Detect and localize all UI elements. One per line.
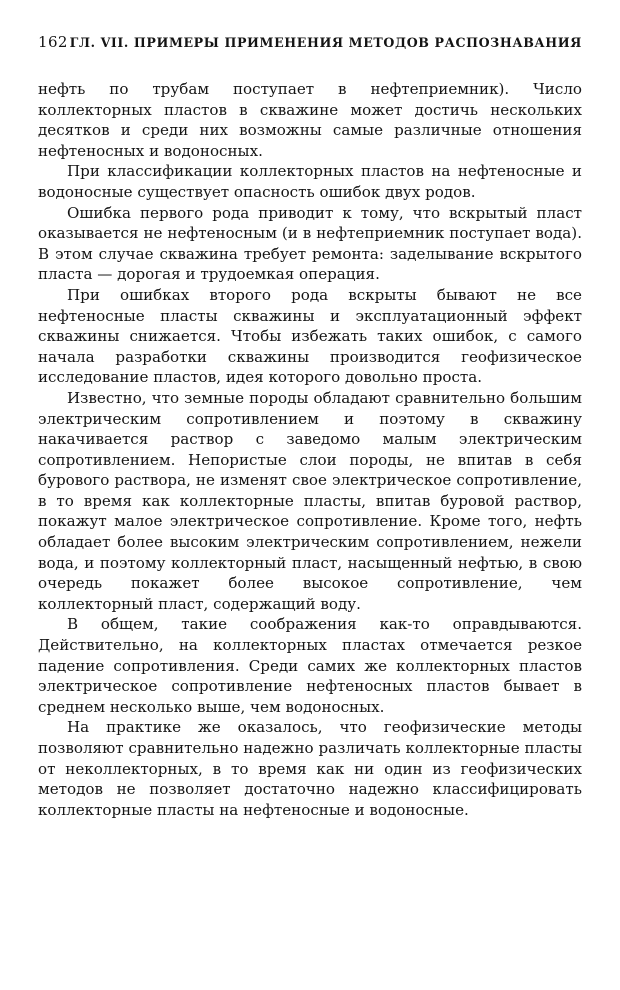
paragraph: В общем, такие соображения как-то оправдываются. Действительно, на коллекторных пластах отмечается резкое падение сопротивления. Среди самих же коллекторных пластов электрическое сопротивление нефтеносных пластов бывает в среднем несколько выше, чем водоносных. bbox=[38, 615, 582, 716]
page-number: 162 bbox=[38, 33, 68, 51]
paragraph: Ошибка первого рода приводит к тому, что вскрытый пласт оказывается не нефтеносным (и в нефтеприемник поступает вода). В этом случае скважина требует ремонта: заделывание вскрытого пласта — дорогая и трудоемкая операция. bbox=[38, 203, 582, 284]
paragraph: На практике же оказалось, что геофизические методы позволяют сравнительно надежно различать коллекторные пласты от неколлекторных, в то время как ни один из геофизических методов не позволяет достаточно надежно классифицировать коллекторные пласты на нефтеносные и водоносные. bbox=[38, 718, 582, 819]
page-header bbox=[38, 33, 582, 55]
running-title: ГЛ. VII. ПРИМЕРЫ ПРИМЕНЕНИЯ МЕТОДОВ РАСПОЗНАВАНИЯ bbox=[69, 35, 582, 50]
paragraph-continuation: нефть по трубам поступает в нефтеприемник). Число коллекторных пластов в скважине может достичь нескольких десятков и среди них возможны самые различные отношения нефтеносных и водоносных. bbox=[38, 80, 582, 160]
paragraph: При классификации коллекторных пластов на нефтеносные и водоносные существует опасность ошибок двух родов. bbox=[38, 162, 582, 201]
body-text bbox=[38, 79, 582, 820]
paragraph: При ошибках второго рода вскрыты бывают не все нефтеносные пласты скважины и эксплуатационный эффект скважины снижается. Чтобы избежать таких ошибок, с самого начала разработки скважины производится геофизическое исследование пластов, идея которого довольно проста. bbox=[38, 285, 582, 387]
paragraph: Известно, что земные породы обладают сравнительно большим электрическим сопротивлением и поэтому в скважину накачивается раствор с заведомо малым электрическим сопротивлением. Непористые слои породы, не впитав в себя бурового раствора, не изменят свое электрическое сопротивление, в то время как коллекторные пласты, впитав буровой раствор, покажут малое электрическое сопротивление. Кроме того, нефть обладает более высоким электрическим сопротивлением, нежели вода, и поэтому коллекторный пласт, насыщенный нефтью, в свою очередь покажет более высокое сопротивление, чем коллекторный пласт, содержащий воду. bbox=[38, 388, 582, 613]
